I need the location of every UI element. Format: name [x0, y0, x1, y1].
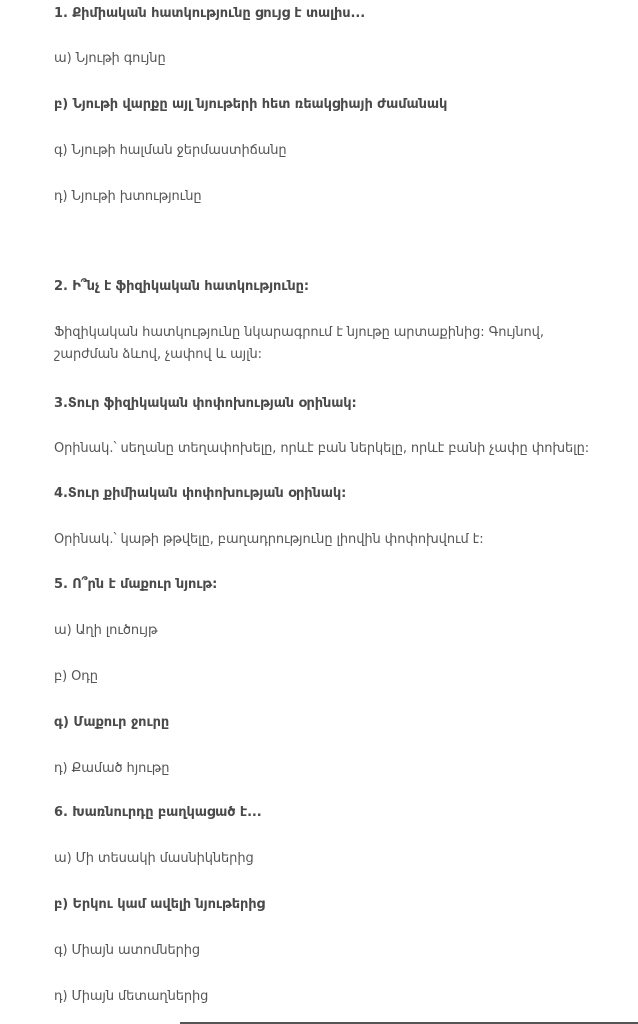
question-5-option-b: բ) Օդը	[54, 669, 98, 684]
question-3: 3.Տուր ֆիզիկական փոփոխության օրինակ:	[54, 396, 357, 411]
question-6: 6. Խառնուրդը բաղկացած է...	[54, 805, 262, 820]
question-3-answer: Օրինակ․՝ սեղանը տեղափոխելը, որևէ բան ներկելը, որևէ բանի չափը փոխելը:	[54, 441, 590, 456]
question-1-option-d: դ) Նյութի խտությունը	[54, 189, 202, 204]
question-1-option-b: բ) Նյութի վարքը այլ նյութերի հետ ռեակցիայի ժամանակ	[54, 97, 448, 112]
question-5-option-d: դ) Քամած հյութը	[54, 761, 170, 776]
question-2-answer: Ֆիզիկական հատկությունը նկարագրում է նյութը արտաքինից: Գույնով, շարժման ձևով, չափով և այլն:	[54, 325, 544, 362]
question-4: 4.Տուր քիմիական փոփոխության օրինակ:	[54, 486, 347, 501]
question-6-option-b: բ) Երկու կամ ավելի նյութերից	[54, 897, 265, 912]
question-6-option-a: ա) Մի տեսակի մասնիկներից	[54, 851, 254, 866]
question-6-option-c: գ) Միայն ատոմներից	[54, 943, 201, 958]
question-1-option-c: գ) Նյութի հալման ջերմաստիճանը	[54, 143, 287, 158]
question-2: 2. Ի՞նչ է ֆիզիկական հատկությունը:	[54, 279, 309, 294]
question-4-answer: Օրինակ․՝ կաթի թթվելը, բաղադրությունը լիովին փոփոխվում է:	[54, 532, 484, 547]
question-5-option-a: ա) Աղի լուծույթ	[54, 623, 158, 638]
question-6-option-d: դ) Միայն մետաղներից	[54, 989, 209, 1004]
question-1-option-a: ա) Նյութի գույնը	[54, 51, 166, 66]
question-5: 5. Ո՞րն է մաքուր նյութ:	[54, 577, 218, 592]
question-5-option-c: գ) Մաքուր ջուրը	[54, 715, 170, 730]
question-1: 1. Քիմիական հատկությունը ցույց է տալիս...	[54, 6, 366, 21]
